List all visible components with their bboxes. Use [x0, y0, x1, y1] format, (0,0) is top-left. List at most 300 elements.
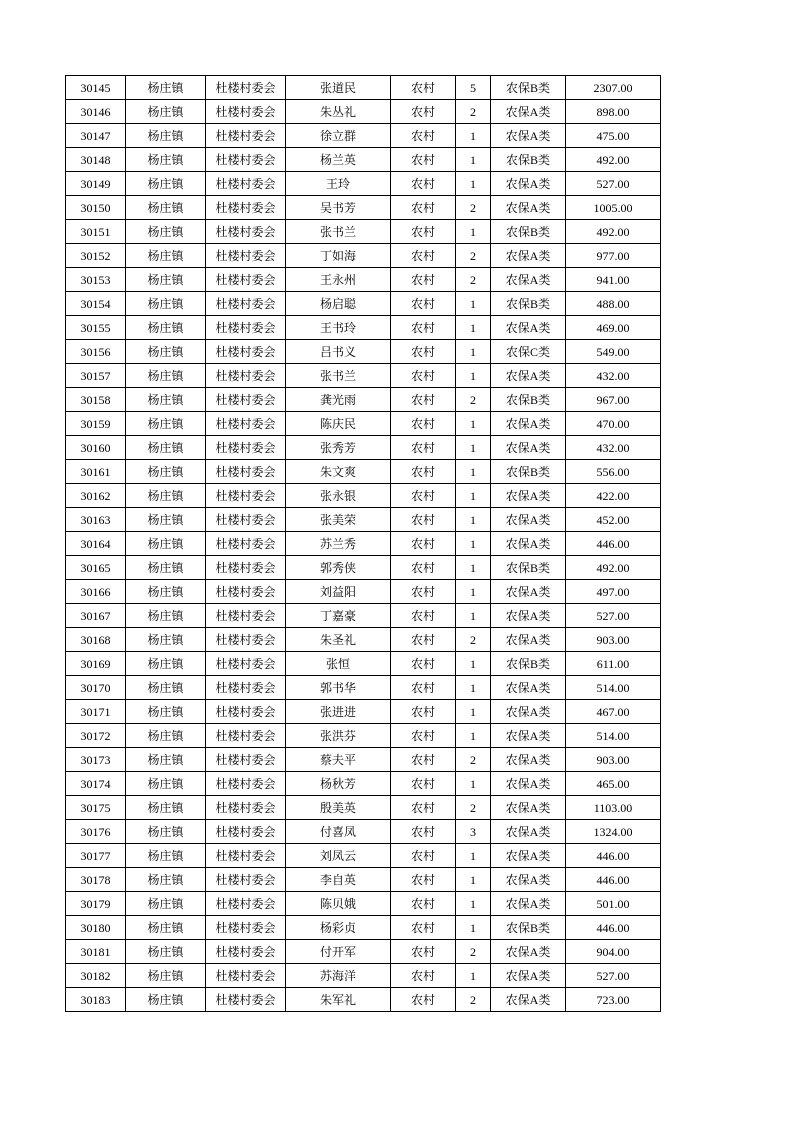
cell-town: 杨庄镇: [126, 268, 206, 292]
cell-id: 30173: [66, 748, 126, 772]
cell-name: 陈贝娥: [286, 892, 391, 916]
cell-town: 杨庄镇: [126, 388, 206, 412]
cell-residence-type: 农村: [391, 556, 456, 580]
table-row: [66, 100, 661, 124]
cell-id: 30145: [66, 76, 126, 100]
cell-town: 杨庄镇: [126, 964, 206, 988]
cell-residence-type: 农村: [391, 676, 456, 700]
cell-town: 杨庄镇: [126, 196, 206, 220]
table-row: [66, 292, 661, 316]
cell-insurance-category: 农保A类: [491, 676, 566, 700]
cell-residence-type: 农村: [391, 124, 456, 148]
table-row: [66, 652, 661, 676]
cell-insurance-category: 农保A类: [491, 100, 566, 124]
cell-village: 杜楼村委会: [206, 316, 286, 340]
cell-id: 30172: [66, 724, 126, 748]
cell-residence-type: 农村: [391, 484, 456, 508]
cell-town: 杨庄镇: [126, 244, 206, 268]
cell-name: 张恒: [286, 652, 391, 676]
cell-id: 30166: [66, 580, 126, 604]
cell-id: 30161: [66, 460, 126, 484]
cell-insurance-category: 农保A类: [491, 700, 566, 724]
cell-amount: 446.00: [566, 532, 661, 556]
cell-village: 杜楼村委会: [206, 676, 286, 700]
cell-name: 朱文爽: [286, 460, 391, 484]
cell-insurance-category: 农保B类: [491, 556, 566, 580]
cell-count: 1: [456, 964, 491, 988]
cell-town: 杨庄镇: [126, 172, 206, 196]
cell-amount: 941.00: [566, 268, 661, 292]
cell-town: 杨庄镇: [126, 724, 206, 748]
cell-count: 1: [456, 604, 491, 628]
cell-name: 朱丛礼: [286, 100, 391, 124]
cell-amount: 446.00: [566, 868, 661, 892]
cell-insurance-category: 农保A类: [491, 316, 566, 340]
cell-id: 30154: [66, 292, 126, 316]
cell-residence-type: 农村: [391, 196, 456, 220]
cell-residence-type: 农村: [391, 892, 456, 916]
cell-insurance-category: 农保B类: [491, 148, 566, 172]
table-row: [66, 580, 661, 604]
cell-name: 郭秀侠: [286, 556, 391, 580]
cell-name: 李自英: [286, 868, 391, 892]
cell-town: 杨庄镇: [126, 124, 206, 148]
cell-count: 2: [456, 748, 491, 772]
cell-name: 付开军: [286, 940, 391, 964]
cell-insurance-category: 农保A类: [491, 796, 566, 820]
cell-residence-type: 农村: [391, 220, 456, 244]
cell-count: 1: [456, 148, 491, 172]
cell-name: 苏海洋: [286, 964, 391, 988]
cell-residence-type: 农村: [391, 532, 456, 556]
cell-name: 张进进: [286, 700, 391, 724]
cell-town: 杨庄镇: [126, 76, 206, 100]
cell-village: 杜楼村委会: [206, 292, 286, 316]
cell-residence-type: 农村: [391, 100, 456, 124]
cell-amount: 492.00: [566, 556, 661, 580]
cell-village: 杜楼村委会: [206, 196, 286, 220]
cell-residence-type: 农村: [391, 844, 456, 868]
cell-id: 30181: [66, 940, 126, 964]
cell-amount: 470.00: [566, 412, 661, 436]
cell-residence-type: 农村: [391, 628, 456, 652]
cell-count: 2: [456, 268, 491, 292]
cell-count: 1: [456, 436, 491, 460]
cell-village: 杜楼村委会: [206, 388, 286, 412]
cell-insurance-category: 农保A类: [491, 940, 566, 964]
cell-name: 丁嘉豪: [286, 604, 391, 628]
cell-name: 张秀芳: [286, 436, 391, 460]
cell-amount: 422.00: [566, 484, 661, 508]
cell-residence-type: 农村: [391, 580, 456, 604]
cell-insurance-category: 农保A类: [491, 868, 566, 892]
cell-town: 杨庄镇: [126, 100, 206, 124]
cell-village: 杜楼村委会: [206, 244, 286, 268]
cell-amount: 475.00: [566, 124, 661, 148]
cell-village: 杜楼村委会: [206, 988, 286, 1012]
cell-id: 30162: [66, 484, 126, 508]
cell-id: 30147: [66, 124, 126, 148]
table-row: [66, 820, 661, 844]
cell-amount: 898.00: [566, 100, 661, 124]
cell-id: 30157: [66, 364, 126, 388]
cell-town: 杨庄镇: [126, 292, 206, 316]
cell-count: 5: [456, 76, 491, 100]
cell-amount: 527.00: [566, 172, 661, 196]
cell-id: 30176: [66, 820, 126, 844]
table-row: [66, 772, 661, 796]
cell-town: 杨庄镇: [126, 532, 206, 556]
cell-id: 30158: [66, 388, 126, 412]
cell-village: 杜楼村委会: [206, 580, 286, 604]
cell-residence-type: 农村: [391, 412, 456, 436]
cell-name: 吕书义: [286, 340, 391, 364]
cell-town: 杨庄镇: [126, 940, 206, 964]
table-row: [66, 604, 661, 628]
cell-residence-type: 农村: [391, 988, 456, 1012]
cell-town: 杨庄镇: [126, 652, 206, 676]
cell-count: 1: [456, 484, 491, 508]
table-row: [66, 916, 661, 940]
cell-id: 30152: [66, 244, 126, 268]
cell-residence-type: 农村: [391, 772, 456, 796]
cell-village: 杜楼村委会: [206, 844, 286, 868]
table-row: [66, 508, 661, 532]
cell-count: 1: [456, 772, 491, 796]
cell-count: 2: [456, 244, 491, 268]
cell-village: 杜楼村委会: [206, 172, 286, 196]
cell-id: 30148: [66, 148, 126, 172]
cell-insurance-category: 农保A类: [491, 820, 566, 844]
cell-village: 杜楼村委会: [206, 340, 286, 364]
cell-insurance-category: 农保A类: [491, 364, 566, 388]
cell-count: 1: [456, 292, 491, 316]
cell-village: 杜楼村委会: [206, 532, 286, 556]
cell-count: 2: [456, 388, 491, 412]
table-row: [66, 748, 661, 772]
cell-id: 30178: [66, 868, 126, 892]
cell-insurance-category: 农保A类: [491, 172, 566, 196]
cell-name: 苏兰秀: [286, 532, 391, 556]
cell-insurance-category: 农保A类: [491, 628, 566, 652]
cell-residence-type: 农村: [391, 652, 456, 676]
cell-count: 1: [456, 460, 491, 484]
cell-village: 杜楼村委会: [206, 484, 286, 508]
cell-insurance-category: 农保B类: [491, 76, 566, 100]
cell-count: 2: [456, 988, 491, 1012]
cell-name: 丁如海: [286, 244, 391, 268]
cell-residence-type: 农村: [391, 316, 456, 340]
table-row: [66, 196, 661, 220]
cell-residence-type: 农村: [391, 796, 456, 820]
cell-count: 1: [456, 724, 491, 748]
cell-town: 杨庄镇: [126, 916, 206, 940]
cell-village: 杜楼村委会: [206, 100, 286, 124]
cell-insurance-category: 农保B类: [491, 292, 566, 316]
cell-town: 杨庄镇: [126, 796, 206, 820]
cell-village: 杜楼村委会: [206, 964, 286, 988]
cell-id: 30177: [66, 844, 126, 868]
table-row: [66, 388, 661, 412]
cell-amount: 549.00: [566, 340, 661, 364]
cell-count: 1: [456, 652, 491, 676]
cell-town: 杨庄镇: [126, 364, 206, 388]
cell-village: 杜楼村委会: [206, 724, 286, 748]
table-row: [66, 412, 661, 436]
cell-residence-type: 农村: [391, 292, 456, 316]
cell-name: 杨启聪: [286, 292, 391, 316]
cell-amount: 903.00: [566, 748, 661, 772]
table-row: [66, 76, 661, 100]
cell-insurance-category: 农保B类: [491, 460, 566, 484]
cell-village: 杜楼村委会: [206, 364, 286, 388]
cell-town: 杨庄镇: [126, 316, 206, 340]
cell-count: 1: [456, 532, 491, 556]
cell-id: 30150: [66, 196, 126, 220]
cell-amount: 492.00: [566, 220, 661, 244]
cell-village: 杜楼村委会: [206, 940, 286, 964]
cell-amount: 497.00: [566, 580, 661, 604]
cell-town: 杨庄镇: [126, 460, 206, 484]
cell-id: 30151: [66, 220, 126, 244]
cell-name: 殷美英: [286, 796, 391, 820]
table-row: [66, 484, 661, 508]
table-row: [66, 724, 661, 748]
cell-name: 龚光雨: [286, 388, 391, 412]
cell-insurance-category: 农保A类: [491, 988, 566, 1012]
cell-residence-type: 农村: [391, 172, 456, 196]
cell-amount: 1005.00: [566, 196, 661, 220]
cell-id: 30179: [66, 892, 126, 916]
cell-name: 张书兰: [286, 364, 391, 388]
cell-village: 杜楼村委会: [206, 460, 286, 484]
cell-count: 1: [456, 340, 491, 364]
cell-id: 30164: [66, 532, 126, 556]
table-row: [66, 340, 661, 364]
cell-insurance-category: 农保A类: [491, 532, 566, 556]
cell-id: 30167: [66, 604, 126, 628]
cell-village: 杜楼村委会: [206, 820, 286, 844]
cell-village: 杜楼村委会: [206, 700, 286, 724]
cell-amount: 469.00: [566, 316, 661, 340]
table-row: [66, 844, 661, 868]
cell-name: 付喜凤: [286, 820, 391, 844]
cell-id: 30149: [66, 172, 126, 196]
table-row: [66, 436, 661, 460]
cell-amount: 527.00: [566, 964, 661, 988]
cell-count: 1: [456, 220, 491, 244]
cell-village: 杜楼村委会: [206, 796, 286, 820]
cell-insurance-category: 农保A类: [491, 484, 566, 508]
cell-count: 1: [456, 364, 491, 388]
cell-name: 朱军礼: [286, 988, 391, 1012]
table-row: [66, 364, 661, 388]
cell-amount: 432.00: [566, 436, 661, 460]
cell-name: 蔡夫平: [286, 748, 391, 772]
table-row: [66, 532, 661, 556]
cell-amount: 488.00: [566, 292, 661, 316]
cell-insurance-category: 农保B类: [491, 220, 566, 244]
cell-town: 杨庄镇: [126, 868, 206, 892]
cell-count: 2: [456, 628, 491, 652]
cell-id: 30182: [66, 964, 126, 988]
table-row: [66, 268, 661, 292]
cell-village: 杜楼村委会: [206, 916, 286, 940]
cell-name: 杨彩贞: [286, 916, 391, 940]
cell-id: 30170: [66, 676, 126, 700]
cell-amount: 492.00: [566, 148, 661, 172]
cell-amount: 967.00: [566, 388, 661, 412]
cell-town: 杨庄镇: [126, 220, 206, 244]
cell-insurance-category: 农保A类: [491, 124, 566, 148]
table-row: [66, 796, 661, 820]
cell-amount: 723.00: [566, 988, 661, 1012]
table-body: [66, 76, 661, 1012]
cell-name: 刘凤云: [286, 844, 391, 868]
cell-amount: 904.00: [566, 940, 661, 964]
table-row: [66, 316, 661, 340]
cell-count: 2: [456, 796, 491, 820]
cell-amount: 452.00: [566, 508, 661, 532]
cell-insurance-category: 农保B类: [491, 388, 566, 412]
cell-town: 杨庄镇: [126, 700, 206, 724]
cell-insurance-category: 农保A类: [491, 724, 566, 748]
cell-residence-type: 农村: [391, 148, 456, 172]
cell-id: 30183: [66, 988, 126, 1012]
cell-insurance-category: 农保A类: [491, 196, 566, 220]
cell-village: 杜楼村委会: [206, 892, 286, 916]
cell-name: 王玲: [286, 172, 391, 196]
cell-insurance-category: 农保A类: [491, 772, 566, 796]
cell-amount: 432.00: [566, 364, 661, 388]
cell-insurance-category: 农保A类: [491, 436, 566, 460]
benefits-table: [65, 75, 661, 1012]
cell-name: 杨兰英: [286, 148, 391, 172]
table-row: [66, 940, 661, 964]
cell-village: 杜楼村委会: [206, 748, 286, 772]
cell-town: 杨庄镇: [126, 844, 206, 868]
cell-insurance-category: 农保C类: [491, 340, 566, 364]
cell-town: 杨庄镇: [126, 556, 206, 580]
cell-residence-type: 农村: [391, 388, 456, 412]
cell-residence-type: 农村: [391, 340, 456, 364]
cell-name: 陈庆民: [286, 412, 391, 436]
cell-id: 30169: [66, 652, 126, 676]
table-row: [66, 172, 661, 196]
cell-village: 杜楼村委会: [206, 652, 286, 676]
cell-amount: 446.00: [566, 844, 661, 868]
cell-village: 杜楼村委会: [206, 412, 286, 436]
cell-name: 郭书华: [286, 676, 391, 700]
cell-name: 张洪芬: [286, 724, 391, 748]
cell-count: 1: [456, 676, 491, 700]
cell-town: 杨庄镇: [126, 820, 206, 844]
cell-amount: 514.00: [566, 724, 661, 748]
cell-town: 杨庄镇: [126, 676, 206, 700]
cell-insurance-category: 农保A类: [491, 844, 566, 868]
table-row: [66, 244, 661, 268]
cell-name: 张美荣: [286, 508, 391, 532]
cell-count: 1: [456, 892, 491, 916]
cell-insurance-category: 农保A类: [491, 604, 566, 628]
cell-amount: 903.00: [566, 628, 661, 652]
table-row: [66, 220, 661, 244]
cell-village: 杜楼村委会: [206, 868, 286, 892]
cell-residence-type: 农村: [391, 700, 456, 724]
cell-count: 2: [456, 940, 491, 964]
table-row: [66, 556, 661, 580]
cell-village: 杜楼村委会: [206, 268, 286, 292]
cell-insurance-category: 农保A类: [491, 244, 566, 268]
cell-residence-type: 农村: [391, 268, 456, 292]
cell-town: 杨庄镇: [126, 508, 206, 532]
cell-name: 吴书芳: [286, 196, 391, 220]
cell-insurance-category: 农保A类: [491, 508, 566, 532]
cell-amount: 611.00: [566, 652, 661, 676]
cell-id: 30160: [66, 436, 126, 460]
cell-village: 杜楼村委会: [206, 124, 286, 148]
cell-town: 杨庄镇: [126, 628, 206, 652]
cell-town: 杨庄镇: [126, 436, 206, 460]
cell-id: 30174: [66, 772, 126, 796]
cell-count: 1: [456, 124, 491, 148]
cell-amount: 1103.00: [566, 796, 661, 820]
cell-name: 张道民: [286, 76, 391, 100]
cell-amount: 467.00: [566, 700, 661, 724]
cell-amount: 2307.00: [566, 76, 661, 100]
cell-residence-type: 农村: [391, 964, 456, 988]
cell-insurance-category: 农保A类: [491, 748, 566, 772]
cell-count: 2: [456, 100, 491, 124]
table-row: [66, 700, 661, 724]
cell-id: 30163: [66, 508, 126, 532]
cell-amount: 1324.00: [566, 820, 661, 844]
cell-town: 杨庄镇: [126, 604, 206, 628]
cell-town: 杨庄镇: [126, 748, 206, 772]
cell-residence-type: 农村: [391, 868, 456, 892]
cell-count: 1: [456, 868, 491, 892]
cell-id: 30153: [66, 268, 126, 292]
cell-count: 1: [456, 844, 491, 868]
cell-id: 30146: [66, 100, 126, 124]
cell-amount: 977.00: [566, 244, 661, 268]
cell-id: 30171: [66, 700, 126, 724]
table-row: [66, 964, 661, 988]
cell-id: 30155: [66, 316, 126, 340]
cell-amount: 446.00: [566, 916, 661, 940]
cell-town: 杨庄镇: [126, 988, 206, 1012]
cell-id: 30180: [66, 916, 126, 940]
cell-count: 3: [456, 820, 491, 844]
cell-residence-type: 农村: [391, 76, 456, 100]
table-row: [66, 988, 661, 1012]
cell-insurance-category: 农保A类: [491, 580, 566, 604]
cell-residence-type: 农村: [391, 916, 456, 940]
cell-amount: 501.00: [566, 892, 661, 916]
table-row: [66, 868, 661, 892]
cell-residence-type: 农村: [391, 460, 456, 484]
cell-amount: 556.00: [566, 460, 661, 484]
cell-town: 杨庄镇: [126, 340, 206, 364]
cell-count: 1: [456, 316, 491, 340]
cell-id: 30156: [66, 340, 126, 364]
cell-residence-type: 农村: [391, 436, 456, 460]
cell-village: 杜楼村委会: [206, 556, 286, 580]
cell-name: 王书玲: [286, 316, 391, 340]
cell-name: 徐立群: [286, 124, 391, 148]
cell-amount: 465.00: [566, 772, 661, 796]
cell-insurance-category: 农保A类: [491, 268, 566, 292]
